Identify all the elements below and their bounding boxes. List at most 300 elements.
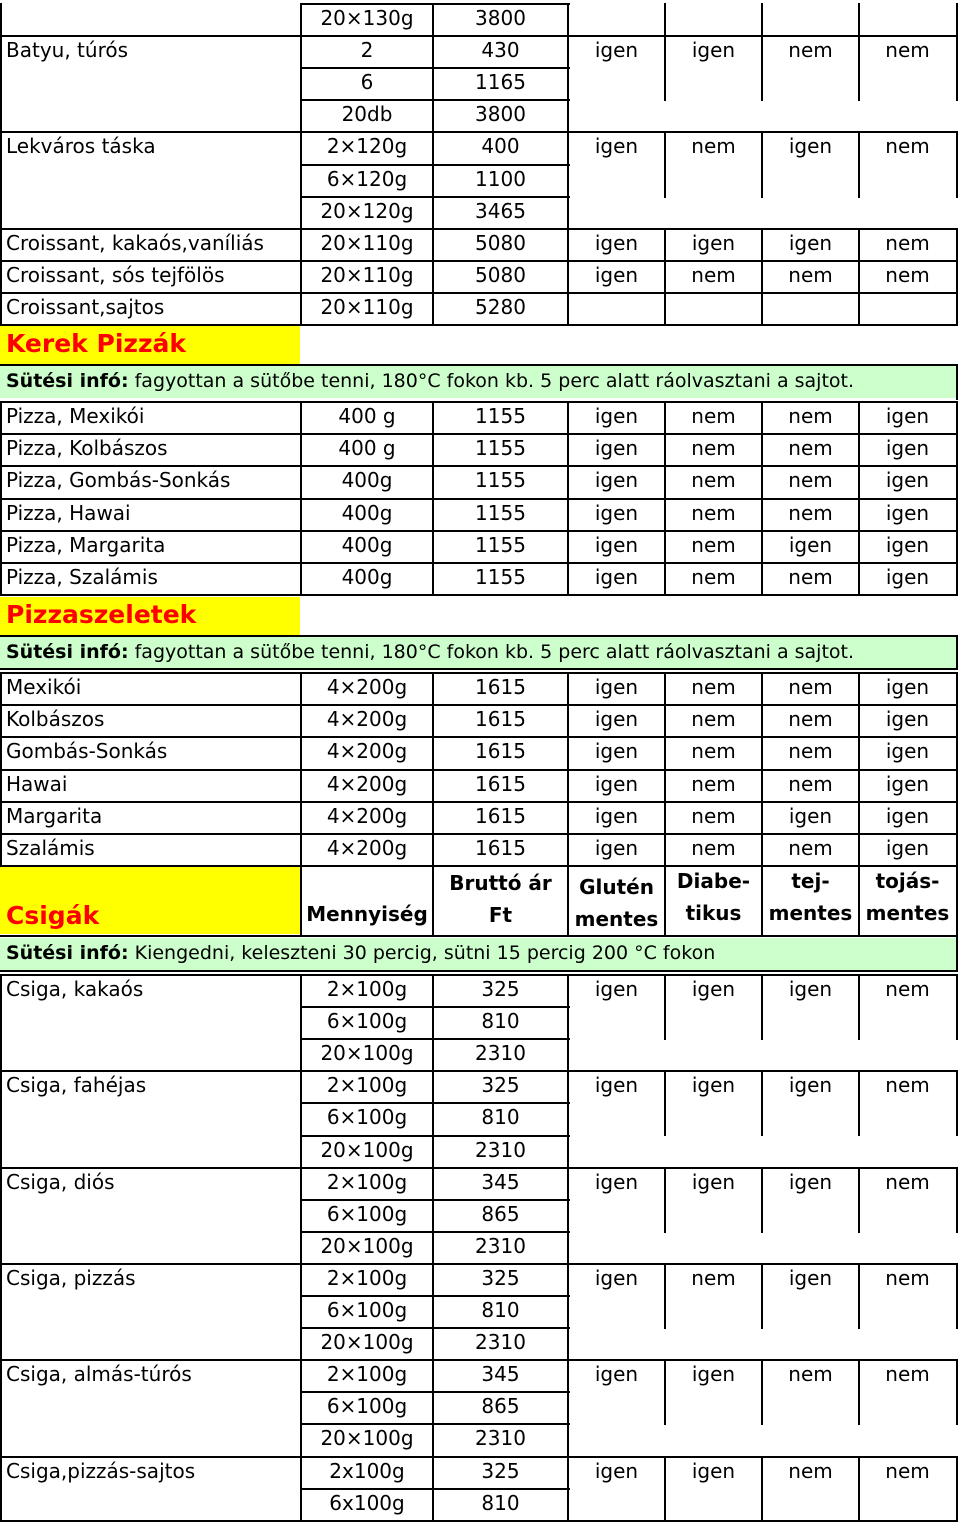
grid-line	[0, 562, 2, 596]
price-cell: 1615	[475, 836, 526, 860]
table-row	[0, 99, 960, 131]
grid-line	[567, 769, 569, 803]
product-name-cell	[0, 99, 301, 131]
product-name-cell: Pizza, Szalámis	[6, 565, 158, 589]
grid-line	[858, 67, 860, 101]
grid-line	[300, 1102, 570, 1104]
price-cell: 345	[481, 1362, 520, 1387]
grid-line	[956, 364, 958, 400]
milkfree-cell: nem	[788, 262, 833, 287]
grid-line	[300, 164, 302, 198]
baking-info-csiga	[0, 938, 956, 970]
grid-line	[858, 562, 860, 596]
grid-line	[300, 1391, 570, 1393]
grid-line	[956, 1070, 958, 1104]
table-row	[0, 1167, 960, 1199]
grid-line	[956, 498, 958, 532]
milkfree-cell: nem	[788, 38, 833, 63]
grid-line	[761, 1070, 763, 1104]
product-name-cell	[0, 1231, 301, 1263]
product-name-cell: Csiga, kakaós	[6, 977, 144, 1001]
diabetic-cell: nem	[691, 532, 736, 557]
grid-line	[300, 769, 302, 803]
glutenfree-cell: igen	[594, 707, 639, 732]
table-row	[0, 35, 960, 67]
grid-line	[432, 672, 434, 706]
grid-line	[0, 672, 2, 706]
grid-line	[761, 1102, 763, 1136]
product-name-cell: Gombás-Sonkás	[6, 739, 168, 764]
quantity-cell: 6	[360, 70, 374, 95]
grid-line	[761, 1456, 763, 1490]
grid-line	[0, 833, 2, 867]
grid-line	[761, 433, 763, 467]
grid-line	[0, 1359, 958, 1361]
grid-line	[0, 228, 958, 230]
grid-line	[567, 1070, 569, 1104]
grid-line	[664, 769, 666, 803]
product-name-cell: Csiga, almás-túrós	[6, 1362, 192, 1387]
grid-line	[956, 433, 958, 467]
price-cell: 810	[481, 1009, 520, 1034]
milkfree-cell	[762, 1102, 859, 1134]
grid-line	[300, 1327, 302, 1361]
grid-line	[664, 1456, 666, 1490]
grid-line	[761, 465, 763, 499]
column-header-diabetic-line1: Diabe-	[676, 869, 751, 893]
grid-line	[300, 35, 302, 69]
eggfree-cell: igen	[885, 532, 930, 557]
grid-line	[0, 668, 958, 670]
grid-line	[858, 1006, 860, 1040]
grid-line	[567, 1135, 569, 1169]
grid-line	[0, 1359, 2, 1393]
grid-line	[432, 260, 434, 294]
grid-line	[761, 1391, 763, 1425]
grid-line	[761, 1199, 763, 1233]
grid-line	[761, 131, 763, 165]
quantity-cell: 400g	[341, 532, 393, 557]
grid-line	[300, 1167, 302, 1201]
grid-line	[300, 1295, 302, 1329]
grid-line	[858, 801, 860, 835]
table-row	[0, 164, 960, 196]
grid-line	[0, 433, 2, 467]
grid-line	[567, 164, 569, 198]
table-row	[0, 1456, 960, 1488]
table-row	[0, 672, 960, 704]
grid-line	[858, 260, 860, 294]
grid-line	[0, 401, 958, 403]
quantity-cell: 20×100g	[320, 1233, 414, 1258]
baking-info-slices	[0, 637, 956, 669]
price-cell: 2310	[475, 1426, 526, 1451]
column-header-price-line1: Bruttó ár	[449, 871, 552, 895]
glutenfree-cell	[568, 1488, 665, 1520]
grid-line	[567, 1006, 569, 1040]
table-row	[0, 1135, 960, 1167]
grid-line	[567, 465, 569, 499]
grid-line	[761, 672, 763, 706]
glutenfree-cell: igen	[594, 230, 639, 255]
grid-line	[567, 1231, 569, 1265]
grid-line	[664, 3, 666, 37]
eggfree-cell	[859, 292, 956, 324]
diabetic-cell	[665, 1038, 762, 1070]
grid-line	[0, 769, 958, 771]
milkfree-cell: igen	[788, 1265, 833, 1290]
grid-line	[0, 769, 2, 803]
glutenfree-cell: igen	[594, 468, 639, 493]
grid-line	[956, 131, 958, 165]
grid-line	[567, 530, 569, 564]
grid-line	[956, 704, 958, 738]
grid-line	[664, 1167, 666, 1201]
price-cell: 3465	[475, 198, 526, 223]
milkfree-cell: nem	[788, 500, 833, 525]
milkfree-cell: nem	[788, 771, 833, 796]
grid-line	[664, 1488, 666, 1522]
grid-line	[0, 635, 958, 637]
grid-line	[956, 1359, 958, 1393]
eggfree-cell: igen	[885, 565, 930, 589]
glutenfree-cell	[568, 1391, 665, 1423]
grid-line	[761, 530, 763, 564]
grid-line	[858, 769, 860, 803]
grid-line	[761, 704, 763, 738]
diabetic-cell: igen	[691, 1362, 736, 1387]
diabetic-cell	[665, 1102, 762, 1134]
column-header-quantity: Mennyiség	[306, 902, 428, 926]
grid-line	[956, 562, 958, 596]
price-cell: 3800	[475, 6, 526, 30]
grid-line	[432, 736, 434, 770]
grid-line	[432, 498, 434, 532]
table-row	[0, 530, 960, 562]
grid-line	[567, 833, 569, 867]
quantity-cell: 6x100g	[329, 1490, 405, 1515]
grid-line	[858, 1263, 860, 1297]
grid-line	[300, 974, 302, 1008]
milkfree-cell	[762, 1295, 859, 1327]
grid-line	[858, 1359, 860, 1393]
grid-line	[432, 99, 434, 133]
grid-line	[432, 562, 434, 596]
grid-line	[664, 865, 666, 936]
grid-line	[300, 1006, 302, 1040]
grid-line	[300, 1423, 302, 1457]
grid-line	[664, 704, 666, 738]
glutenfree-cell: igen	[594, 1362, 639, 1387]
milkfree-cell	[762, 67, 859, 99]
grid-line	[0, 498, 958, 500]
grid-line	[858, 292, 860, 326]
grid-line	[0, 1391, 2, 1425]
milkfree-cell: nem	[788, 675, 833, 699]
grid-line	[567, 1263, 569, 1297]
grid-line	[858, 736, 860, 770]
diabetic-cell	[665, 67, 762, 99]
grid-line	[664, 1263, 666, 1297]
quantity-cell: 2×100g	[326, 1169, 408, 1194]
eggfree-cell	[859, 67, 956, 99]
glutenfree-cell	[568, 1199, 665, 1231]
quantity-cell: 2×100g	[326, 977, 408, 1001]
grid-line	[956, 401, 958, 435]
milkfree-cell: nem	[788, 707, 833, 732]
grid-line	[761, 736, 763, 770]
quantity-cell: 20×110g	[320, 262, 414, 287]
grid-line	[0, 260, 958, 262]
price-cell: 3800	[475, 102, 526, 127]
grid-line	[0, 530, 958, 532]
grid-line	[567, 292, 569, 326]
grid-line	[300, 498, 302, 532]
grid-line	[567, 433, 569, 467]
product-name-cell: Mexikói	[6, 675, 82, 699]
grid-line	[0, 67, 2, 101]
grid-line	[0, 974, 958, 976]
grid-line	[567, 1167, 569, 1201]
product-name-cell: Pizza, Hawai	[6, 500, 131, 525]
grid-line	[567, 35, 569, 69]
grid-line	[300, 1295, 570, 1297]
grid-line	[664, 833, 666, 867]
grid-line	[664, 465, 666, 499]
grid-line	[0, 465, 958, 467]
product-name-cell	[0, 1102, 301, 1134]
eggfree-cell	[859, 1327, 956, 1359]
diabetic-cell	[665, 1391, 762, 1423]
grid-line	[300, 131, 302, 165]
eggfree-cell: igen	[885, 500, 930, 525]
price-cell: 2310	[475, 1041, 526, 1066]
table-row	[0, 736, 960, 768]
grid-line	[0, 935, 958, 937]
diabetic-cell	[665, 1135, 762, 1167]
product-name-cell: Lekváros táska	[6, 134, 156, 159]
table-row	[0, 1359, 960, 1391]
table-row	[0, 67, 960, 99]
quantity-cell: 400 g	[338, 436, 396, 461]
eggfree-cell	[859, 1231, 956, 1263]
table-row	[0, 1263, 960, 1295]
grid-line	[0, 99, 2, 133]
grid-line	[0, 1167, 958, 1169]
eggfree-cell: nem	[885, 1169, 930, 1194]
price-cell: 345	[481, 1169, 520, 1194]
grid-line	[858, 1456, 860, 1490]
grid-line	[300, 196, 570, 198]
grid-line	[664, 974, 666, 1008]
price-cell: 810	[481, 1490, 520, 1515]
grid-line	[432, 530, 434, 564]
milkfree-cell	[762, 1488, 859, 1520]
grid-line	[858, 530, 860, 564]
price-cell: 1155	[475, 565, 526, 589]
glutenfree-cell	[568, 1135, 665, 1167]
milkfree-cell	[762, 1199, 859, 1231]
milkfree-cell: igen	[788, 977, 833, 1001]
product-name-cell: Croissant, sós tejfölös	[6, 262, 225, 287]
milkfree-cell: nem	[788, 1458, 833, 1483]
milkfree-cell: nem	[788, 739, 833, 764]
glutenfree-cell	[568, 292, 665, 324]
grid-line	[432, 292, 434, 326]
grid-line	[300, 1070, 302, 1104]
grid-line	[761, 974, 763, 1008]
grid-line	[664, 1391, 666, 1425]
grid-line	[956, 1006, 958, 1040]
grid-line	[567, 1359, 569, 1393]
product-name-cell: Pizza, Kolbászos	[6, 436, 168, 461]
grid-line	[761, 67, 763, 101]
grid-line	[664, 433, 666, 467]
grid-line	[956, 228, 958, 262]
grid-line	[956, 35, 958, 69]
product-name-cell	[0, 1391, 301, 1423]
grid-line	[567, 3, 569, 37]
table-row	[0, 1295, 960, 1327]
grid-line	[432, 1102, 434, 1136]
diabetic-cell	[665, 1488, 762, 1520]
grid-line	[300, 260, 302, 294]
grid-line	[858, 1295, 860, 1329]
table-row	[0, 401, 960, 433]
diabetic-cell	[665, 99, 762, 131]
baking-info-text: fagyottan a sütőbe tenni, 180°C fokon kb. 5 perc alatt ráolvasztani a sajtot.	[128, 370, 855, 392]
eggfree-cell: nem	[885, 262, 930, 287]
grid-line	[761, 164, 763, 198]
glutenfree-cell: igen	[594, 262, 639, 287]
grid-line	[956, 1456, 958, 1490]
milkfree-cell: igen	[788, 230, 833, 255]
grid-line	[0, 865, 958, 867]
price-cell: 325	[481, 1073, 520, 1098]
grid-line	[858, 1199, 860, 1233]
glutenfree-cell	[568, 1006, 665, 1038]
glutenfree-cell	[568, 1102, 665, 1134]
grid-line	[567, 1423, 569, 1457]
price-cell: 325	[481, 1458, 520, 1483]
diabetic-cell	[665, 1006, 762, 1038]
eggfree-cell	[859, 3, 956, 35]
grid-line	[300, 196, 302, 230]
grid-line	[300, 99, 302, 133]
glutenfree-cell: igen	[594, 38, 639, 63]
quantity-cell: 20×100g	[320, 1330, 414, 1355]
price-cell: 1165	[475, 70, 526, 95]
quantity-cell: 20×130g	[320, 6, 414, 30]
milkfree-cell: nem	[788, 436, 833, 461]
milkfree-cell: nem	[788, 1362, 833, 1387]
glutenfree-cell	[568, 1423, 665, 1455]
grid-line	[0, 131, 2, 165]
grid-line	[0, 1199, 2, 1233]
section-title-slices: Pizzaszeletek	[0, 597, 300, 635]
grid-line	[0, 164, 2, 198]
grid-line	[956, 865, 958, 936]
grid-line	[956, 935, 958, 971]
quantity-cell: 6×100g	[326, 1394, 408, 1419]
grid-line	[300, 228, 302, 262]
milkfree-cell	[762, 1135, 859, 1167]
milkfree-cell	[762, 1006, 859, 1038]
milkfree-cell: nem	[788, 836, 833, 860]
diabetic-cell	[665, 1231, 762, 1263]
product-name-cell: Szalámis	[6, 836, 95, 860]
grid-line	[0, 364, 958, 366]
eggfree-cell: igen	[885, 675, 930, 699]
milkfree-cell	[762, 1423, 859, 1455]
grid-line	[956, 1102, 958, 1136]
grid-line	[0, 833, 958, 835]
glutenfree-cell: igen	[594, 675, 639, 699]
glutenfree-cell	[568, 1295, 665, 1327]
grid-line	[0, 736, 2, 770]
milkfree-cell	[762, 292, 859, 324]
grid-line	[0, 1520, 958, 1522]
grid-line	[0, 1488, 2, 1522]
table-row	[0, 1070, 960, 1102]
table-row	[0, 292, 960, 324]
grid-line	[432, 1359, 434, 1393]
grid-line	[858, 672, 860, 706]
product-name-cell	[0, 1038, 301, 1070]
grid-line	[858, 1488, 860, 1522]
grid-line	[858, 704, 860, 738]
column-header-milkfree-line2: mentes	[768, 901, 853, 925]
grid-line	[432, 769, 434, 803]
grid-line	[956, 1199, 958, 1233]
grid-line	[761, 1488, 763, 1522]
table-row	[0, 1199, 960, 1231]
grid-line	[761, 1167, 763, 1201]
grid-line	[761, 3, 763, 37]
product-name-cell	[0, 3, 301, 35]
grid-line	[761, 498, 763, 532]
diabetic-cell: nem	[691, 739, 736, 764]
table-row	[0, 131, 960, 163]
grid-line	[858, 498, 860, 532]
table-row	[0, 1488, 960, 1520]
diabetic-cell: nem	[691, 436, 736, 461]
grid-line	[858, 865, 860, 936]
grid-line	[567, 131, 569, 165]
eggfree-cell	[859, 1038, 956, 1070]
grid-line	[858, 1070, 860, 1104]
grid-line	[300, 865, 302, 936]
grid-line	[956, 164, 958, 198]
table-row	[0, 1423, 960, 1455]
milkfree-cell: igen	[788, 532, 833, 557]
grid-line	[956, 292, 958, 326]
glutenfree-cell: igen	[594, 532, 639, 557]
table-row	[0, 228, 960, 260]
glutenfree-cell: igen	[594, 977, 639, 1001]
grid-line	[858, 3, 860, 37]
grid-line	[432, 196, 434, 230]
quantity-cell: 20×100g	[320, 1137, 414, 1162]
grid-line	[567, 562, 569, 596]
grid-line	[300, 3, 570, 5]
grid-line	[300, 801, 302, 835]
eggfree-cell: nem	[885, 134, 930, 159]
grid-line	[0, 3, 2, 37]
grid-line	[956, 1167, 958, 1201]
section-title-csiga: Csigák	[0, 866, 300, 934]
grid-line	[664, 401, 666, 435]
